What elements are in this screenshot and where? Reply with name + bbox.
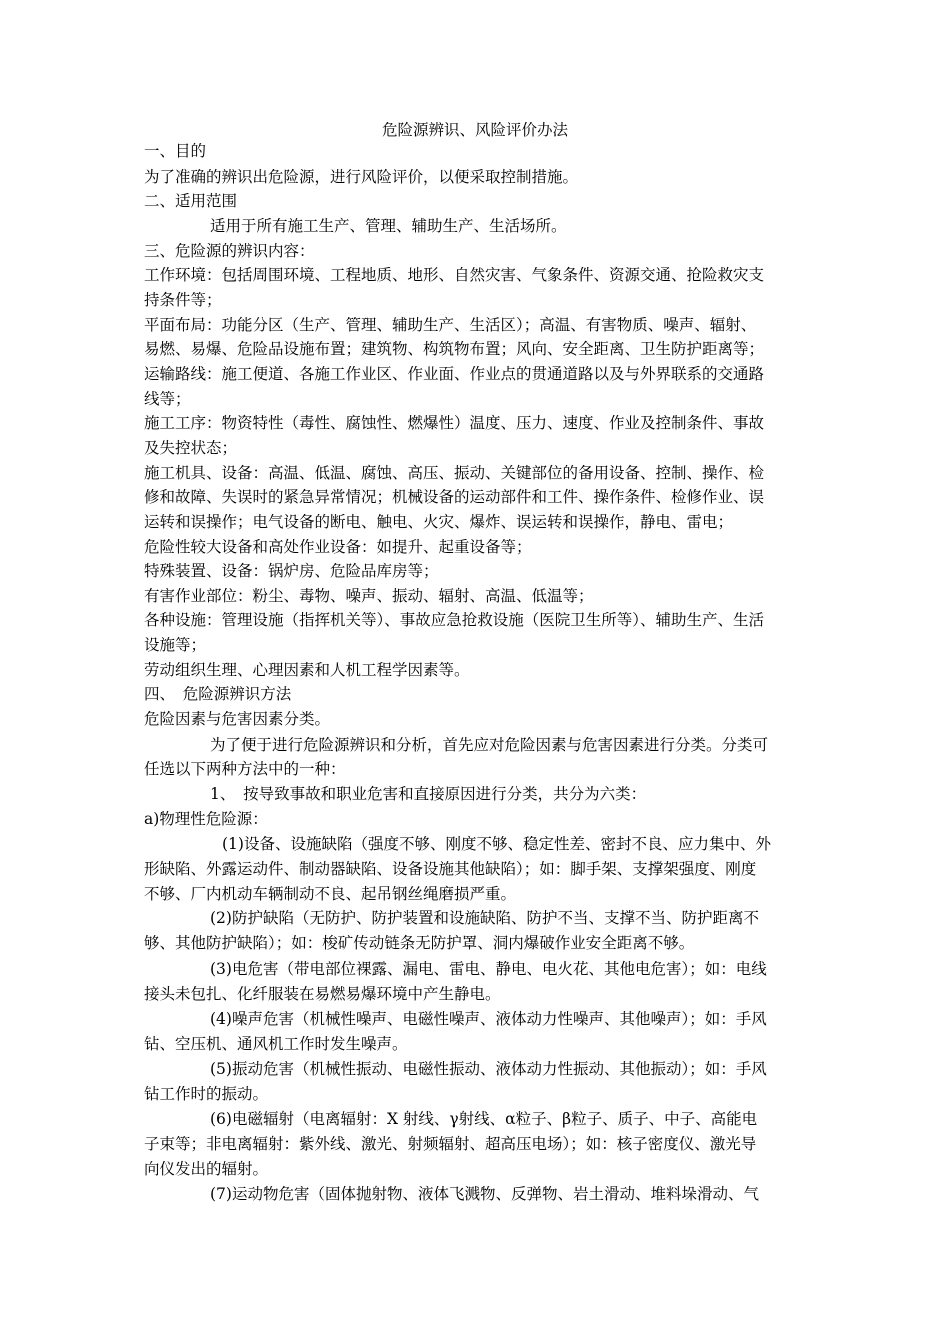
text-line: 钻工作时的振动。	[144, 1085, 269, 1103]
text-line: (6)电磁辐射（电离辐射：X 射线、γ射线、α粒子、β粒子、质子、中子、高能电	[210, 1110, 758, 1128]
text-line: 易燃、易爆、危险品设施布置；建筑物、构筑物布置；风向、安全距离、卫生防护距离等；	[144, 340, 765, 358]
text-line: 不够、厂内机动车辆制动不良、起吊钢丝绳磨损严重。	[144, 885, 517, 903]
text-line: 运转和误操作；电气设备的断电、触电、火灾、爆炸、误运转和误操作，静电、雷电；	[144, 513, 734, 531]
text-line: 持条件等；	[144, 291, 222, 309]
text-line: 平面布局：功能分区（生产、管理、辅助生产、生活区）；高温、有害物质、噪声、辐射、	[144, 316, 757, 334]
text-line: 线等；	[144, 390, 191, 408]
text-line: (2)防护缺陷（无防护、防护装置和设施缺陷、防护不当、支撑不当、防护距离不	[210, 909, 759, 927]
text-line: 形缺陷、外露运动件、制动器缺陷、设备设施其他缺陷）；如：脚手架、支撑架强度、刚度	[144, 860, 757, 878]
text-line: (3)电危害（带电部位裸露、漏电、雷电、静电、电火花、其他电危害）；如：电线	[210, 960, 767, 978]
text-line: (1)设备、设施缺陷（强度不够、刚度不够、稳定性差、密封不良、应力集中、外	[222, 835, 771, 853]
text-line: 施工工序：物资特性（毒性、腐蚀性、燃爆性）温度、压力、速度、作业及控制条件、事故	[144, 414, 765, 432]
text-line: 子束等；非电离辐射：紫外线、激光、射频辐射、超高压电场）；如：核子密度仪、激光导	[144, 1135, 757, 1153]
text-line: 三、危险源的辨识内容：	[144, 242, 315, 260]
text-line: 为了便于进行危险源辨识和分析，首先应对危险因素与危害因素进行分类。分类可	[210, 736, 769, 754]
text-line: a)物理性危险源：	[144, 810, 268, 828]
text-line: 钻、空压机、通风机工作时发生噪声。	[144, 1035, 408, 1053]
text-line: 及失控状态；	[144, 439, 238, 457]
text-line: (5)振动危害（机械性振动、电磁性振动、液体动力性振动、其他振动）；如：手风	[210, 1060, 767, 1078]
text-line: 任选以下两种方法中的一种：	[144, 760, 346, 778]
text-line: 危险性较大设备和高处作业设备：如提升、起重设备等；	[144, 538, 532, 556]
text-line: 特殊装置、设备：锅炉房、危险品库房等；	[144, 562, 439, 580]
document-title: 危险源辨识、风险评价办法	[381, 121, 568, 139]
text-line: 修和故障、失误时的紧急异常情况；机械设备的运动部件和工件、操作条件、检修作业、误	[144, 488, 765, 506]
text-line: 1、 按导致事故和职业危害和直接原因进行分类，共分为六类：	[210, 785, 647, 803]
text-line: 施工机具、设备：高温、低温、腐蚀、高压、振动、关键部位的备用设备、控制、操作、检	[144, 464, 765, 482]
text-line: 劳动组织生理、心理因素和人机工程学因素等。	[144, 661, 470, 679]
text-line: 危险因素与危害因素分类。	[144, 710, 331, 728]
text-line: 接头未包扎、化纤服装在易燃易爆环境中产生静电。	[144, 985, 501, 1003]
text-line: 够、其他防护缺陷）；如：梭矿传动链条无防护罩、洞内爆破作业安全距离不够。	[144, 934, 695, 952]
text-line: 向仪发出的辐射。	[144, 1160, 269, 1178]
text-line: 一、目的	[144, 142, 207, 160]
text-line: 设施等；	[144, 636, 207, 654]
text-line: (4)噪声危害（机械性噪声、电磁性噪声、液体动力性噪声、其他噪声）；如：手风	[210, 1010, 767, 1028]
text-line: 工作环境：包括周围环境、工程地质、地形、自然灾害、气象条件、资源交通、抢险救灾支	[144, 266, 765, 284]
text-line: 各种设施：管理设施（指挥机关等）、事故应急抢救设施（医院卫生所等）、辅助生产、生活	[144, 611, 765, 629]
text-line: (7)运动物危害（固体抛射物、液体飞溅物、反弹物、岩土滑动、堆料垛滑动、气	[210, 1185, 759, 1203]
text-line: 运输路线：施工便道、各施工作业区、作业面、作业点的贯通道路以及与外界联系的交通路	[144, 365, 765, 383]
text-line: 有害作业部位：粉尘、毒物、噪声、振动、辐射、高温、低温等；	[144, 587, 594, 605]
text-line: 为了准确的辨识出危险源，进行风险评价，以便采取控制措施。	[144, 168, 579, 186]
text-line: 二、适用范围	[144, 192, 238, 210]
text-line: 四、 危险源辨识方法	[144, 685, 292, 703]
text-line: 适用于所有施工生产、管理、辅助生产、生活场所。	[210, 217, 567, 235]
